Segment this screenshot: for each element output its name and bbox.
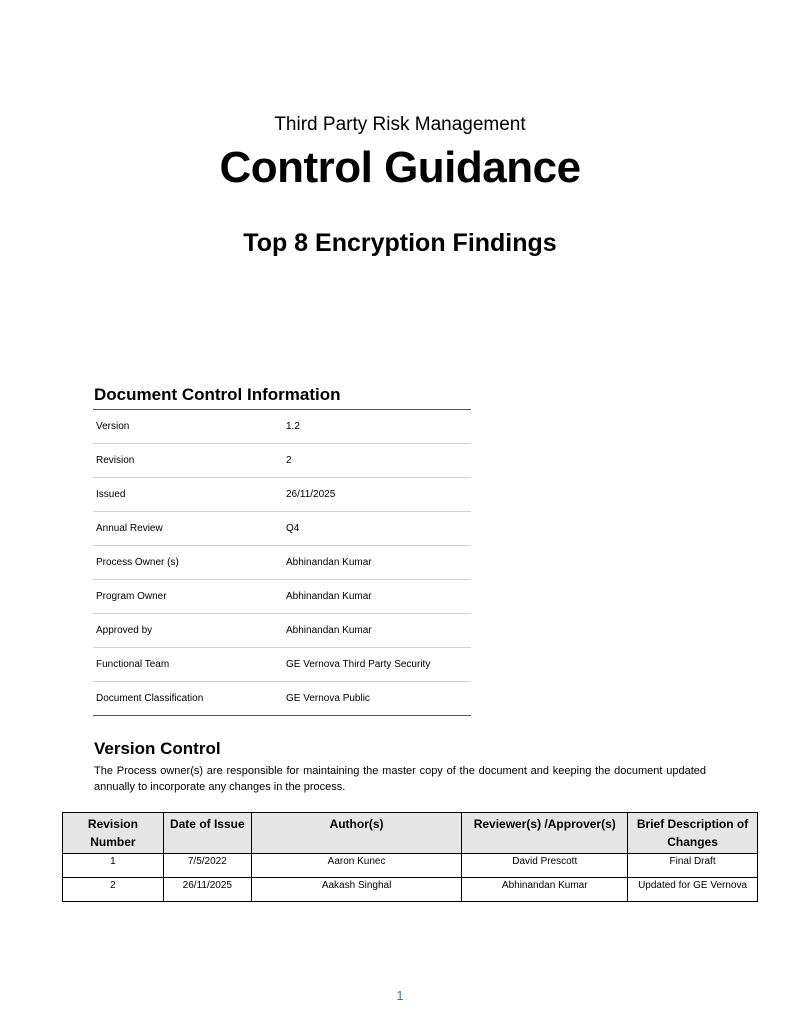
date-cell: 7/5/2022 xyxy=(163,854,251,878)
table-row xyxy=(93,580,471,614)
table-row xyxy=(93,614,471,648)
version-control-table xyxy=(62,812,758,902)
column-header: Date of Issue xyxy=(163,813,251,854)
document-title: Control Guidance xyxy=(219,143,581,192)
row-value: Abhinandan Kumar xyxy=(283,580,471,614)
row-label: Issued xyxy=(93,478,283,512)
row-label: Revision xyxy=(93,444,283,478)
document-control-table xyxy=(93,409,471,716)
column-header: Revision Number xyxy=(63,813,164,854)
author-cell: Aaron Kunec xyxy=(251,854,462,878)
row-label: Document Classification xyxy=(96,693,204,704)
document-name: Top 8 Encryption Findings xyxy=(243,229,557,257)
version-control-heading: Version Control xyxy=(94,739,221,758)
column-header: Reviewer(s) /Approver(s) xyxy=(462,813,628,854)
revision-cell: 1 xyxy=(63,854,164,878)
row-label: Process Owner (s) xyxy=(93,546,283,580)
row-value: 1.2 xyxy=(283,410,471,444)
revision-cell: 2 xyxy=(63,878,164,902)
row-value: GE Vernova Third Party Security xyxy=(283,648,471,682)
page-number: 1 xyxy=(396,988,404,1003)
row-label: Version xyxy=(93,410,283,444)
row-label: Approved by xyxy=(93,614,283,648)
table-row xyxy=(93,410,471,444)
row-value: 26/11/2025 xyxy=(283,478,471,512)
version-control-description: The Process owner(s) are responsible for maintaining the master copy of the document and keeping the document updated annually to incorporate any changes in the process. xyxy=(94,765,706,793)
table-row xyxy=(93,444,471,478)
description-cell: Final Draft xyxy=(628,854,758,878)
document-control-heading: Document Control Information xyxy=(94,385,341,404)
row-label: Functional Team xyxy=(93,648,283,682)
table-row xyxy=(93,478,471,512)
reviewer-cell: Abhinandan Kumar xyxy=(462,878,628,902)
table-row xyxy=(63,878,758,902)
description-cell: Updated for GE Vernova xyxy=(628,878,758,902)
reviewer-cell: David Prescott xyxy=(462,854,628,878)
row-value: Q4 xyxy=(283,512,471,546)
author-cell: Aakash Singhal xyxy=(251,878,462,902)
row-label: Program Owner xyxy=(93,580,283,614)
row-value: 2 xyxy=(283,444,471,478)
row-value: Abhinandan Kumar xyxy=(283,614,471,648)
column-header: Brief Description of Changes xyxy=(628,813,758,854)
row-label: Annual Review xyxy=(93,512,283,546)
row-value: GE Vernova Public xyxy=(286,693,370,704)
table-row xyxy=(93,682,471,716)
row-value: Abhinandan Kumar xyxy=(283,546,471,580)
table-row xyxy=(93,648,471,682)
table-row xyxy=(93,512,471,546)
table-row xyxy=(63,854,758,878)
table-header-row xyxy=(63,813,758,854)
column-header: Author(s) xyxy=(251,813,462,854)
document-subtitle: Third Party Risk Management xyxy=(274,114,526,135)
date-cell: 26/11/2025 xyxy=(163,878,251,902)
table-row xyxy=(93,546,471,580)
